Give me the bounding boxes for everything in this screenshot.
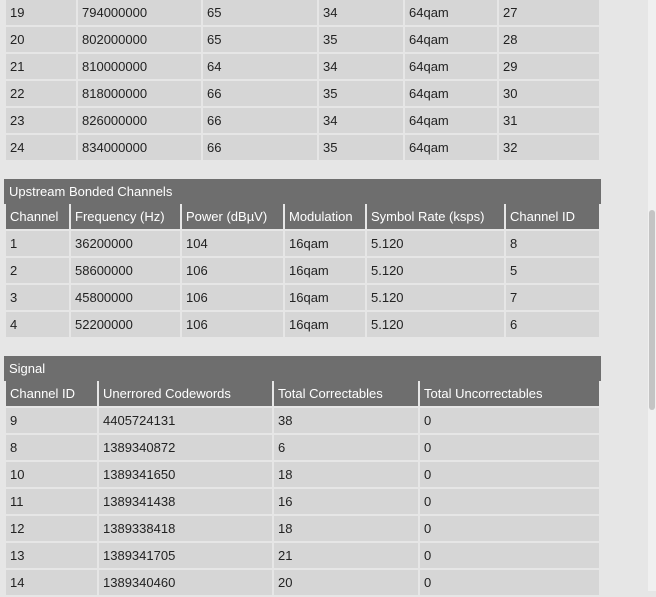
table-cell: 64qam xyxy=(405,54,497,79)
table-cell: 5.120 xyxy=(367,231,504,256)
table-cell: 16qam xyxy=(285,258,365,283)
column-header: Modulation xyxy=(285,204,365,229)
table-cell: 35 xyxy=(319,135,403,160)
table-cell: 20 xyxy=(274,570,418,595)
table-cell: 1389340872 xyxy=(99,435,272,460)
table-cell: 23 xyxy=(6,108,76,133)
column-header: Total Uncorrectables xyxy=(420,381,599,406)
table-row xyxy=(6,258,599,283)
table-cell: 16qam xyxy=(285,285,365,310)
column-header: Channel ID xyxy=(506,204,599,229)
downstream-table xyxy=(4,0,601,162)
table-row xyxy=(6,312,599,337)
table-cell: 64qam xyxy=(405,81,497,106)
table-cell: 22 xyxy=(6,81,76,106)
table-cell: 1389341650 xyxy=(99,462,272,487)
column-header: Total Correctables xyxy=(274,381,418,406)
table-header-row xyxy=(6,204,599,229)
table-cell: 34 xyxy=(319,0,403,25)
section-title: Upstream Bonded Channels xyxy=(4,179,601,204)
table-cell: 18 xyxy=(274,516,418,541)
signal-section xyxy=(4,356,601,597)
scrollbar-thumb[interactable] xyxy=(649,210,655,410)
table-cell: 10 xyxy=(6,462,97,487)
table-cell: 6 xyxy=(274,435,418,460)
table-cell: 32 xyxy=(499,135,599,160)
table-row xyxy=(6,435,599,460)
table-cell: 16 xyxy=(274,489,418,514)
table-row xyxy=(6,54,599,79)
table-cell: 4405724131 xyxy=(99,408,272,433)
table-cell: 826000000 xyxy=(78,108,201,133)
table-cell: 0 xyxy=(420,570,599,595)
column-header: Channel xyxy=(6,204,69,229)
table-row xyxy=(6,516,599,541)
table-cell: 1389338418 xyxy=(99,516,272,541)
signal-table xyxy=(4,379,601,597)
table-cell: 21 xyxy=(6,54,76,79)
table-cell: 30 xyxy=(499,81,599,106)
table-cell: 18 xyxy=(274,462,418,487)
table-cell: 1389341438 xyxy=(99,489,272,514)
table-cell: 64qam xyxy=(405,27,497,52)
table-cell: 24 xyxy=(6,135,76,160)
table-cell: 34 xyxy=(319,54,403,79)
table-row xyxy=(6,570,599,595)
table-cell: 28 xyxy=(499,27,599,52)
table-cell: 52200000 xyxy=(71,312,180,337)
table-cell: 34 xyxy=(319,108,403,133)
upstream-table xyxy=(4,202,601,339)
table-cell: 29 xyxy=(499,54,599,79)
table-cell: 0 xyxy=(420,543,599,568)
table-cell: 66 xyxy=(203,81,317,106)
table-cell: 802000000 xyxy=(78,27,201,52)
table-cell: 38 xyxy=(274,408,418,433)
downstream-bonded-channels-section xyxy=(4,0,601,162)
table-cell: 16qam xyxy=(285,231,365,256)
table-row xyxy=(6,231,599,256)
table-row xyxy=(6,0,599,25)
table-row xyxy=(6,285,599,310)
table-cell: 36200000 xyxy=(71,231,180,256)
table-cell: 64qam xyxy=(405,135,497,160)
table-cell: 0 xyxy=(420,516,599,541)
table-cell: 65 xyxy=(203,27,317,52)
table-cell: 4 xyxy=(6,312,69,337)
table-cell: 3 xyxy=(6,285,69,310)
table-cell: 1389341705 xyxy=(99,543,272,568)
table-cell: 104 xyxy=(182,231,283,256)
table-row xyxy=(6,108,599,133)
table-cell: 21 xyxy=(274,543,418,568)
table-cell: 64qam xyxy=(405,108,497,133)
table-cell: 5.120 xyxy=(367,258,504,283)
section-title: Signal xyxy=(4,356,601,381)
table-cell: 818000000 xyxy=(78,81,201,106)
table-cell: 8 xyxy=(506,231,599,256)
table-row xyxy=(6,27,599,52)
table-cell: 5.120 xyxy=(367,312,504,337)
table-cell: 66 xyxy=(203,108,317,133)
table-cell: 13 xyxy=(6,543,97,568)
table-cell: 66 xyxy=(203,135,317,160)
upstream-bonded-channels-section xyxy=(4,179,601,339)
table-cell: 31 xyxy=(499,108,599,133)
table-cell: 1 xyxy=(6,231,69,256)
table-cell: 14 xyxy=(6,570,97,595)
table-cell: 8 xyxy=(6,435,97,460)
table-cell: 9 xyxy=(6,408,97,433)
column-header: Channel ID xyxy=(6,381,97,406)
table-cell: 106 xyxy=(182,258,283,283)
table-cell: 65 xyxy=(203,0,317,25)
table-row xyxy=(6,543,599,568)
table-cell: 5.120 xyxy=(367,285,504,310)
table-cell: 64qam xyxy=(405,0,497,25)
table-cell: 6 xyxy=(506,312,599,337)
table-cell: 0 xyxy=(420,489,599,514)
table-cell: 19 xyxy=(6,0,76,25)
table-cell: 64 xyxy=(203,54,317,79)
page-content xyxy=(3,0,600,597)
table-cell: 0 xyxy=(420,435,599,460)
table-row xyxy=(6,81,599,106)
table-cell: 5 xyxy=(506,258,599,283)
table-cell: 58600000 xyxy=(71,258,180,283)
column-header: Frequency (Hz) xyxy=(71,204,180,229)
column-header: Symbol Rate (ksps) xyxy=(367,204,504,229)
table-cell: 2 xyxy=(6,258,69,283)
table-cell: 35 xyxy=(319,27,403,52)
table-cell: 11 xyxy=(6,489,97,514)
table-row xyxy=(6,462,599,487)
vertical-scrollbar[interactable] xyxy=(648,0,656,591)
table-cell: 106 xyxy=(182,285,283,310)
table-cell: 1389340460 xyxy=(99,570,272,595)
table-header-row xyxy=(6,381,599,406)
table-cell: 834000000 xyxy=(78,135,201,160)
column-header: Power (dBµV) xyxy=(182,204,283,229)
table-cell: 810000000 xyxy=(78,54,201,79)
table-row xyxy=(6,408,599,433)
table-cell: 20 xyxy=(6,27,76,52)
table-row xyxy=(6,135,599,160)
table-cell: 794000000 xyxy=(78,0,201,25)
table-cell: 7 xyxy=(506,285,599,310)
table-cell: 12 xyxy=(6,516,97,541)
table-cell: 27 xyxy=(499,0,599,25)
table-cell: 106 xyxy=(182,312,283,337)
column-header: Unerrored Codewords xyxy=(99,381,272,406)
table-cell: 35 xyxy=(319,81,403,106)
table-cell: 0 xyxy=(420,408,599,433)
table-cell: 16qam xyxy=(285,312,365,337)
table-cell: 45800000 xyxy=(71,285,180,310)
table-row xyxy=(6,489,599,514)
table-cell: 0 xyxy=(420,462,599,487)
